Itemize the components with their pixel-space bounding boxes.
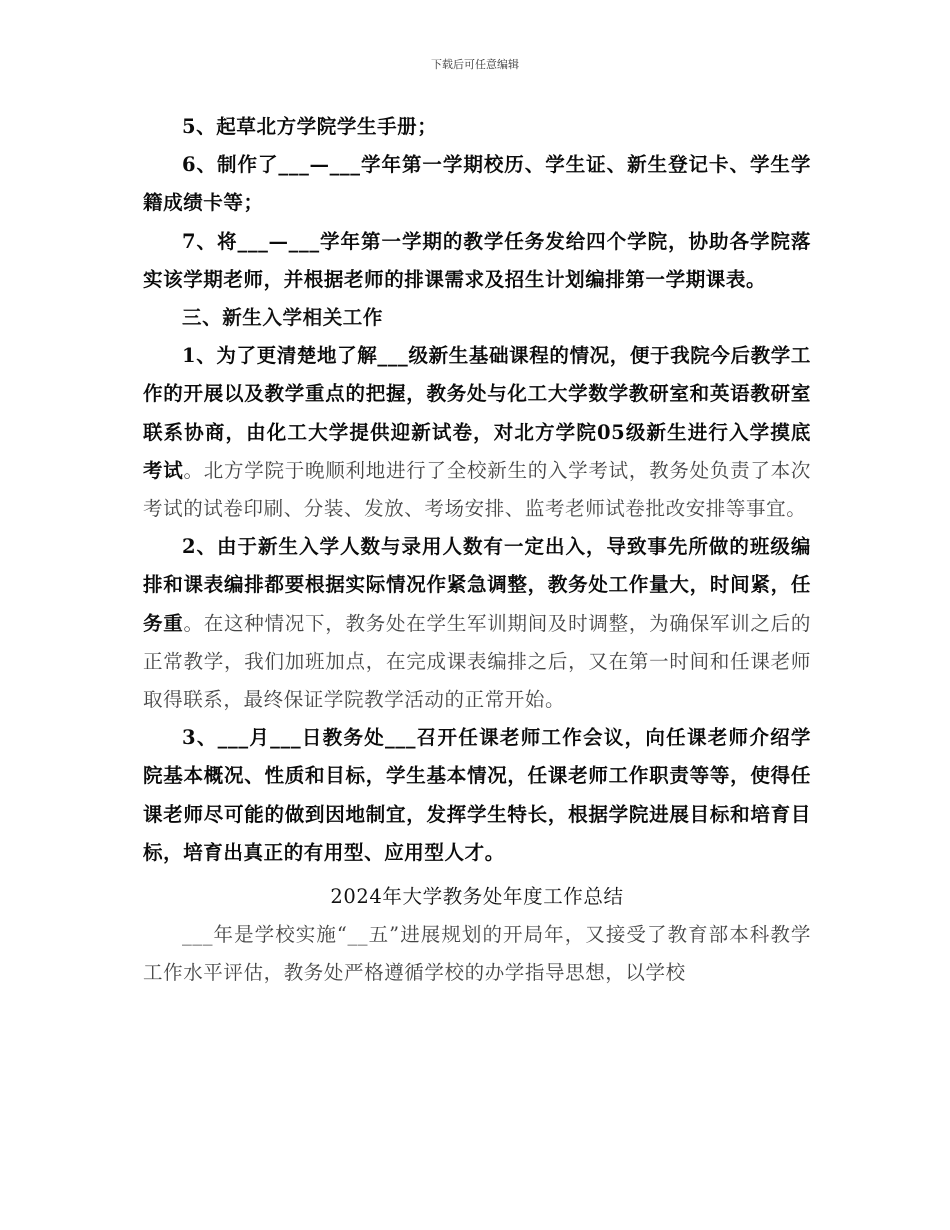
paragraph-1-bold-text: 1、为了更清楚地了解___级新生基础课程的情况，便于我院今后教学工作的开展以及教学重点的把握，教务处与化工大学数学教研室和英语教研室联系协商，由化工大学提供迎新试卷，对北方学院05级新生进行入学摸底考试 bbox=[143, 344, 811, 482]
paragraph-item-6: 6、制作了___—___学年第一学期校历、学生证、新生登记卡、学生学籍成绩卡等； bbox=[143, 153, 811, 215]
paragraph-item-2 bbox=[143, 528, 811, 719]
paragraph-2-plain-text: 。在这种情况下，教务处在学生军训期间及时调整，为确保军训之后的正常教学，我们加班加点，在完成课表编排之后，又在第一时间和任课老师取得联系，最终保证学院教学活动的正常开始。 bbox=[143, 611, 811, 712]
paragraph-1-plain-text: 。北方学院于晚顺利地进行了全校新生的入学考试，教务处负责了本次考试的试卷印刷、分装、发放、考场安排、监考老师试卷批改安排等事宜。 bbox=[143, 458, 811, 521]
page-header: 下载后可任意编辑 bbox=[431, 58, 519, 71]
paragraph-item-7: 7、将___—___学年第一学期的教学任务发给四个学院，协助各学院落实该学期老师，并根据老师的排课需求及招生计划编排第一学期课表。 bbox=[143, 229, 811, 291]
document-body bbox=[143, 108, 811, 993]
intro-paragraph: ___年是学校实施“__五”进展规划的开局年，又接受了教育部本科教学工作水平评估，教务处严格遵循学校的办学指导思想，以学校 bbox=[143, 923, 811, 985]
paragraph-2-bold-text: 2、由于新生入学人数与录用人数有一定出入，导致事先所做的班级编排和课表编排都要根据实际情况作紧急调整，教务处工作量大，时间紧，任务重 bbox=[143, 535, 811, 635]
paragraph-item-5: 5、起草北方学院学生手册； bbox=[182, 115, 438, 138]
paragraph-item-3: 3、___月___日教务处___召开任课老师工作会议，向任课老师介绍学院基本概况、性质和目标，学生基本情况，任课老师工作职责等等，使得任课老师尽可能的做到因地制宜，发挥学生特长，根据学院进展目标和培育目标，培育出真正的有用型、应用型人才。 bbox=[143, 726, 811, 864]
paragraph-item-1 bbox=[143, 337, 811, 528]
section-heading-3: 三、新生入学相关工作 bbox=[182, 306, 384, 330]
document-title: 2024年大学教务处年度工作总结 bbox=[330, 885, 624, 909]
